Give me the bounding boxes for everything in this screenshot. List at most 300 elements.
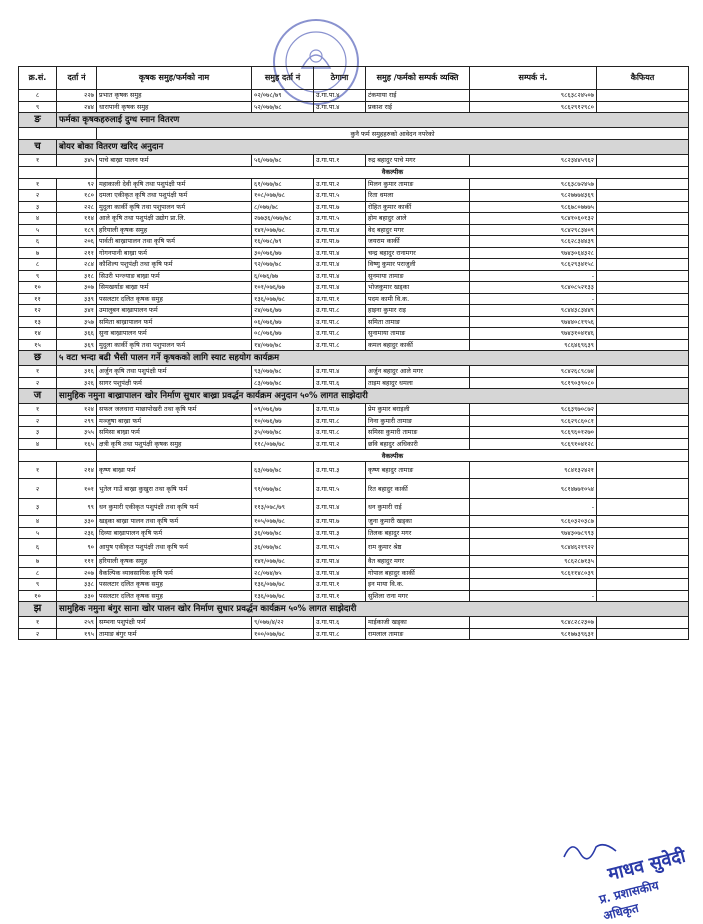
table-row (19, 328, 689, 340)
table-row (19, 556, 689, 568)
table-row (19, 628, 689, 640)
cell-address: उ.गा.पा.८ (314, 316, 366, 328)
cell-remarks (597, 224, 689, 236)
cell-group-reg: १०५/०७७/७८ (252, 516, 314, 528)
farmer-group-table (18, 66, 689, 640)
cell-address: उ.गा.पा.६ (314, 377, 366, 389)
section-letter: झ (19, 602, 57, 617)
cell-group-reg: १४१/०७७/७८ (252, 224, 314, 236)
cell-group-reg: १००/०७७/७८ (252, 628, 314, 640)
cell-remarks (597, 516, 689, 528)
cell-name: मञ्जुषा बाख्रा फर्म (97, 415, 252, 427)
cell-phone: ९८६७८०७७७५ (470, 201, 597, 213)
cell-name: मुदुला कार्की कृषि तथा पशुपालन फर्म (97, 201, 252, 213)
cell-phone: ९७४४०८१९५६ (470, 316, 597, 328)
cell-phone: ९८६११४८०३९ (470, 567, 597, 579)
cell-address: उ.गा.पा.४ (314, 101, 366, 113)
cell-contact-person: रुद्र बहादुर पाचे मगर (366, 155, 470, 167)
cell-address: उ.गा.पा.३ (314, 527, 366, 539)
table-row (19, 201, 689, 213)
cell-contact-person: समिसा कुमारी तामाङ (366, 427, 470, 439)
cell-contact-person: चन्द्र बहादुर रानामगर (366, 247, 470, 259)
cell-name: समिता बाख्रापालन फर्म (97, 316, 252, 328)
cell-reg: ३५७ (57, 316, 97, 328)
table-row (19, 305, 689, 317)
cell-phone: ९८१४७७१०५४ (470, 479, 597, 499)
cell-group-reg: २७७३६/०७७/७८ (252, 213, 314, 225)
cell-group-reg: ३६/०७७/७८ (252, 539, 314, 556)
cell-group-reg: ०२/०७८/७९ (252, 90, 314, 102)
cell-contact-person: विष्णु कुमार पराजुली (366, 259, 470, 271)
table-row (19, 366, 689, 378)
cell-remarks (597, 366, 689, 378)
cell-phone: ९८६२८३४४३९ (470, 236, 597, 248)
cell-phone: ९८४२९८३४०९ (470, 224, 597, 236)
cell-reg: २२७ (57, 90, 97, 102)
col-remarks-header: कैफियत (597, 67, 689, 90)
subheading-row (19, 450, 689, 462)
cell-group-reg: १४१/०७७/७८ (252, 556, 314, 568)
cell-address: उ.गा.पा.४ (314, 224, 366, 236)
cell-phone: - (470, 499, 597, 516)
cell-name: कृष्ण बाख्रा फर्म (97, 462, 252, 479)
cell-group-reg: ०८/०७६/७७ (252, 328, 314, 340)
cell-sn: १ (19, 178, 57, 190)
cell-address: उ.गा.पा.४ (314, 499, 366, 516)
cell-reg: ९९ (57, 499, 97, 516)
cell-reg: १९५ (57, 628, 97, 640)
cell-remarks (597, 247, 689, 259)
cell-name: मुदुला कार्की कृषि तथा पशुपालन फर्म (97, 339, 252, 351)
table-body (19, 90, 689, 640)
cell-reg: ३२६ (57, 377, 97, 389)
cell-sn: १ (19, 617, 57, 629)
cell-remarks (597, 90, 689, 102)
table-row (19, 404, 689, 416)
cell-address: उ.गा.पा.७ (314, 236, 366, 248)
signatory-name: माधव सुवेदी (605, 845, 688, 886)
cell-name: वैकल्पिक व्यावसायिक कृषि फर्म (97, 567, 252, 579)
cell-remarks (597, 270, 689, 282)
cell-reg: २४४ (57, 101, 97, 113)
section-header-row (19, 602, 689, 617)
cell-reg: २११ (57, 247, 97, 259)
cell-name: पसलटार दलित कृषक समुह (97, 590, 252, 602)
cell-group-reg: ९/०७७/४/२२ (252, 617, 314, 629)
cell-contact-person: निना कुमारी तामाङ (366, 415, 470, 427)
table-row (19, 190, 689, 202)
cell-contact-person: गोपाल बहादुर कार्की (366, 567, 470, 579)
cell-address: उ.गा.पा.३ (314, 462, 366, 479)
cell-sn: १३ (19, 316, 57, 328)
section-title: फर्मका कृषकहरुलाई दुग्ध स्नान वितरण (57, 113, 689, 128)
section-title: सामुहिक नमुना बंगुर साना खोर पालन खोर निर्माण सुधार प्रवर्द्धन कार्यक्रम ५०% लागत साझेदारी (57, 602, 689, 617)
cell-sn: ५ (19, 224, 57, 236)
cell-reg: १२४ (57, 404, 97, 416)
cell-name: हरियाली कृषक समुह (97, 556, 252, 568)
cell-group-reg: ३५/०७७/७८ (252, 427, 314, 439)
subheading-row (19, 166, 689, 178)
table-row (19, 178, 689, 190)
cell-remarks (597, 438, 689, 450)
cell-remarks (597, 339, 689, 351)
cell-reg: ११४ (57, 213, 97, 225)
cell-phone: ९८१९०३९०८० (470, 377, 597, 389)
table-row (19, 236, 689, 248)
cell-address: उ.गा.पा.८ (314, 427, 366, 439)
cell-address: उ.गा.पा.७ (314, 404, 366, 416)
cell-reg: ३४५ (57, 155, 97, 167)
signature-block (555, 835, 695, 924)
cell-group-reg: १३६/०७७/७८ (252, 590, 314, 602)
cell-name: दमला एकीकृत कृषि तथा पशुपंक्षी फर्म (97, 190, 252, 202)
cell-remarks (597, 527, 689, 539)
cell-phone (470, 579, 597, 591)
cell-sn: ९ (19, 101, 57, 113)
cell-address: उ.गा.पा.५ (314, 213, 366, 225)
cell-contact-person: जयराम कार्की (366, 236, 470, 248)
section-header-row (19, 389, 689, 404)
cell-address: उ.गा.पा.४ (314, 270, 366, 282)
cell-reg: ३५५ (57, 427, 97, 439)
cell-address: उ.गा.पा.५ (314, 539, 366, 556)
cell-contact-person: माईकाजी खड्का (366, 617, 470, 629)
cell-phone: ९७४३०७८९९३ (470, 527, 597, 539)
cell-phone: ९८६२९१२९८० (470, 101, 597, 113)
cell-sn: ८ (19, 567, 57, 579)
cell-name: कौशिल्य पशुपंक्षी तथा कृषि फर्म (97, 259, 252, 271)
cell-name: तामाङ बंगुर फर्म (97, 628, 252, 640)
cell-reg: २५९ (57, 617, 97, 629)
cell-reg: ९२ (57, 178, 97, 190)
cell-reg: ३०७ (57, 282, 97, 294)
cell-sn: ३ (19, 499, 57, 516)
cell-reg: ३१८ (57, 270, 97, 282)
subheading-blank (19, 450, 97, 462)
cell-group-reg: ३०/०७६/७७ (252, 247, 314, 259)
cell-contact-person: प्रकाश राई (366, 101, 470, 113)
cell-contact-person: अर्जुन बहादुर आले मगर (366, 366, 470, 378)
cell-reg: ३६९ (57, 339, 97, 351)
cell-name: समिसा बाख्रा फर्म (97, 427, 252, 439)
cell-address: उ.गा.पा.७ (314, 201, 366, 213)
cell-phone: ९८६०३२०३८७ (470, 516, 597, 528)
table-row (19, 438, 689, 450)
cell-sn: ३ (19, 201, 57, 213)
cell-remarks (597, 155, 689, 167)
cell-name: सफल जलधारा माछापोखरी तथा कृषि फर्म (97, 404, 252, 416)
cell-phone: - (470, 270, 597, 282)
cell-phone: ९८२७७७४३६९ (470, 190, 597, 202)
cell-group-reg: १४/०७७/७८ (252, 339, 314, 351)
col-sn-header: क्र.सं. (19, 67, 57, 90)
table-row (19, 462, 689, 479)
cell-address: उ.गा.पा.१ (314, 293, 366, 305)
cell-remarks (597, 404, 689, 416)
section-letter: ङ (19, 113, 57, 128)
cell-remarks (597, 415, 689, 427)
cell-contact-person: सुनामाया तामाङ (366, 328, 470, 340)
cell-address: उ.गा.पा.४ (314, 247, 366, 259)
cell-name: भुतेल गाउँ बाख्रा कुखुरा तथा कृषि फर्म (97, 479, 252, 499)
cell-name: पाचे बाख्रा पालन फर्म (97, 155, 252, 167)
cell-sn: १५ (19, 339, 57, 351)
cell-name: धन कुमारी एकीकृत पशुपंक्षी तथा कृषि फर्म (97, 499, 252, 516)
cell-sn: ४ (19, 213, 57, 225)
cell-group-reg: २४/०७६/७७ (252, 305, 314, 317)
cell-contact-person: रित बहादुर कार्की (366, 479, 470, 499)
cell-contact-person: वेद बहादुर मगर (366, 224, 470, 236)
cell-remarks (597, 462, 689, 479)
table-row (19, 247, 689, 259)
farmer-group-table-sheet (18, 66, 688, 640)
cell-remarks (597, 556, 689, 568)
cell-phone: ९८४०८५२१३३ (470, 282, 597, 294)
cell-group-reg: ६/०७६/७७ (252, 270, 314, 282)
cell-name: उमालुबन बाख्रापालन फर्म (97, 305, 252, 317)
cell-reg: ३३० (57, 590, 97, 602)
cell-reg: ९० (57, 539, 97, 556)
cell-sn: १४ (19, 328, 57, 340)
cell-address: उ.गा.पा.४ (314, 282, 366, 294)
cell-phone: ९८६३९७०८७२ (470, 404, 597, 416)
cell-contact-person: रामलाल तामाङ (366, 628, 470, 640)
cell-name: सुना बाख्रापालन फर्म (97, 328, 252, 340)
table-row (19, 579, 689, 591)
cell-remarks (597, 316, 689, 328)
cell-name: हरियाली कृषक समुह (97, 224, 252, 236)
cell-remarks (597, 628, 689, 640)
cell-contact-person: हाइना कुमार राइ (366, 305, 470, 317)
cell-phone: ९८४१३२४२१ (470, 462, 597, 479)
cell-reg: १८० (57, 190, 97, 202)
cell-remarks (597, 377, 689, 389)
cell-contact-person: कृष्ण बहादुर तामाङ (366, 462, 470, 479)
cell-name: सागर पशुपंक्षी फर्म (97, 377, 252, 389)
cell-phone: - (470, 293, 597, 305)
cell-contact-person: भोजकुमार खड्का (366, 282, 470, 294)
cell-reg: १११ (57, 556, 97, 568)
cell-reg: ३३० (57, 516, 97, 528)
table-row (19, 590, 689, 602)
cell-phone: ९८६३८७२४५७ (470, 178, 597, 190)
cell-group-reg: ९२/०७७/७८ (252, 259, 314, 271)
cell-address: उ.गा.पा.४ (314, 90, 366, 102)
cell-group-reg: १०८/०७७/७८ (252, 190, 314, 202)
cell-remarks (597, 305, 689, 317)
cell-contact-person: समिता तामाङ (366, 316, 470, 328)
cell-address: उ.गा.पा.८ (314, 328, 366, 340)
cell-phone: ९८६२८७१३५ (470, 556, 597, 568)
cell-address: उ.गा.पा.२ (314, 438, 366, 450)
col-name-header: कृषक समुह/फर्मको नाम (97, 67, 252, 90)
cell-remarks (597, 539, 689, 556)
col-reg-header: दर्ता नं (57, 67, 97, 90)
cell-reg: २०७ (57, 567, 97, 579)
table-row (19, 415, 689, 427)
table-row (19, 617, 689, 629)
cell-phone: ९८४२६८९८७४ (470, 366, 597, 378)
table-row (19, 213, 689, 225)
cell-sn: १ (19, 462, 57, 479)
cell-phone: ९८४४३८३४४९ (470, 305, 597, 317)
cell-sn: ८ (19, 259, 57, 271)
table-row (19, 567, 689, 579)
cell-phone: ९८२३४४५९६२ (470, 155, 597, 167)
section-note: कुनै फर्म समुहहरुको आवेदन नपरेको (97, 128, 689, 140)
cell-phone: ९८६३८२४५०७ (470, 90, 597, 102)
table-row (19, 293, 689, 305)
cell-remarks (597, 259, 689, 271)
table-row (19, 499, 689, 516)
cell-address: उ.गा.पा.७ (314, 516, 366, 528)
cell-group-reg: ६३/०७७/७८ (252, 462, 314, 479)
cell-sn: ८ (19, 90, 57, 102)
table-row (19, 259, 689, 271)
cell-reg: ३१६ (57, 366, 97, 378)
cell-reg: २३६ (57, 527, 97, 539)
cell-name: दिव्या बाख्रापालन कृषि फर्म (97, 527, 252, 539)
cell-group-reg: ६१/०७७/७८ (252, 178, 314, 190)
table-row (19, 339, 689, 351)
cell-phone: ९८६९१०४१२८ (470, 438, 597, 450)
cell-reg: १०१ (57, 479, 97, 499)
cell-reg: ३३८ (57, 579, 97, 591)
cell-phone: ९८६२९८६०८१ (470, 415, 597, 427)
cell-phone: - (470, 590, 597, 602)
cell-sn: ७ (19, 247, 57, 259)
cell-sn: १ (19, 366, 57, 378)
cell-sn: ४ (19, 516, 57, 528)
cell-remarks (597, 427, 689, 439)
cell-sn: १० (19, 590, 57, 602)
cell-remarks (597, 567, 689, 579)
cell-sn: २ (19, 479, 57, 499)
cell-contact-person: टंकमाया राई (366, 90, 470, 102)
cell-contact-person: कमल बहादुर कार्की (366, 339, 470, 351)
section-title: ५ वटा भन्दा बढी भैसी पालन गर्ने कृषकको लागि स्याट सहयोग कार्यक्रम (57, 351, 689, 366)
cell-reg: २९९ (57, 415, 97, 427)
cell-group-reg: १०१/०७६/७७ (252, 282, 314, 294)
cell-remarks (597, 213, 689, 225)
cell-name: महाकाली देवी कृषि तथा पशुपंक्षी फर्म (97, 178, 252, 190)
col-contact-person-header: समुह /फर्मको सम्पर्क व्यक्ति (366, 67, 470, 90)
cell-sn: १ (19, 155, 57, 167)
table-row (19, 479, 689, 499)
cell-sn: २ (19, 628, 57, 640)
cell-contact-person: प्रेम कुमार बराइली (366, 404, 470, 416)
section-letter: च (19, 140, 57, 155)
cell-name: आयुष एकीकृत पशुपंक्षी तथा कृषि फर्म (97, 539, 252, 556)
cell-group-reg: १३६/०७७/७८ (252, 293, 314, 305)
cell-contact-person: सुनमाया तामाङ (366, 270, 470, 282)
section-header-row (19, 140, 689, 155)
cell-sn: ४ (19, 438, 57, 450)
cell-group-reg: १०/०७६/७७ (252, 415, 314, 427)
cell-sn: २ (19, 377, 57, 389)
cell-address: उ.गा.पा.१ (314, 590, 366, 602)
cell-contact-person: सुशिला राना मगर (366, 590, 470, 602)
cell-sn: २ (19, 415, 57, 427)
cell-sn: ११ (19, 293, 57, 305)
cell-remarks (597, 590, 689, 602)
cell-reg: २१४ (57, 462, 97, 479)
cell-remarks (597, 101, 689, 113)
col-address-header: ठेगाना (314, 67, 366, 90)
table-header-row (19, 67, 689, 90)
cell-remarks (597, 201, 689, 213)
table-row (19, 224, 689, 236)
cell-name: क्षत्री कृषि तथा पशुपंक्षी कृषक समुह (97, 438, 252, 450)
cell-remarks (597, 579, 689, 591)
cell-sn: १२ (19, 305, 57, 317)
cell-remarks (597, 178, 689, 190)
cell-sn: ६ (19, 236, 57, 248)
cell-phone: ९८६२९३४१५८ (470, 259, 597, 271)
table-row (19, 90, 689, 102)
cell-group-reg: १६/०७८/७९ (252, 236, 314, 248)
cell-sn: १० (19, 282, 57, 294)
table-row (19, 316, 689, 328)
cell-group-reg: ८३/०७७/७८ (252, 377, 314, 389)
cell-address: उ.गा.पा.५ (314, 190, 366, 202)
section-letter: ज (19, 389, 57, 404)
cell-name: अर्जुन कृषि तथा पशुपंक्षी फर्म (97, 366, 252, 378)
section-title: सामुहिक नमुना बाख्रापालन खोर निर्माण सुधार बाख्रा प्रवर्द्धन कार्यक्रम अनुदान ५०% लागत साझेदारी (57, 389, 689, 404)
cell-name: धारापानी कृषक समुह (97, 101, 252, 113)
cell-phone: ९७४३१०४१४६ (470, 328, 597, 340)
cell-name: गोगनपानी बाख्रा फर्म (97, 247, 252, 259)
cell-name: पसलटार दलित कृषक समुह (97, 579, 252, 591)
cell-address: उ.गा.पा.१ (314, 155, 366, 167)
signatory-title: प्र. प्रशासकीय अधिकृत (597, 878, 661, 924)
cell-group-reg: ०९/०७६/७७ (252, 404, 314, 416)
cell-phone: ९७४३०६४३२८ (470, 247, 597, 259)
cell-address: उ.गा.पा.२ (314, 178, 366, 190)
subheading-blank (19, 166, 97, 178)
cell-sn: ३ (19, 427, 57, 439)
cell-group-reg: ९१/०७७/७८ (252, 479, 314, 499)
cell-contact-person: पदम कामी वि.क. (366, 293, 470, 305)
cell-address: उ.गा.पा.४ (314, 259, 366, 271)
cell-phone: ९८४४६२१९२२ (470, 539, 597, 556)
cell-name: खड्का बाख्रा पालन तथा कृषि फर्म (97, 516, 252, 528)
cell-contact-person: रिता धमला (366, 190, 470, 202)
cell-sn: ९ (19, 270, 57, 282)
cell-phone: ९८४८२८२३०७ (470, 617, 597, 629)
table-row (19, 377, 689, 389)
cell-reg: १६५ (57, 438, 97, 450)
cell-contact-person: राम कुमार श्रेष्ठ (366, 539, 470, 556)
cell-address: उ.गा.पा.६ (314, 617, 366, 629)
table-row (19, 101, 689, 113)
table-row (19, 282, 689, 294)
cell-sn: ९ (19, 579, 57, 591)
cell-sn: ६ (19, 539, 57, 556)
cell-remarks (597, 190, 689, 202)
cell-contact-person: धन कुमारी राई (366, 499, 470, 516)
cell-address: उ.गा.पा.८ (314, 305, 366, 317)
cell-contact-person: रोहित कुमार कार्की (366, 201, 470, 213)
section-letter: छ (19, 351, 57, 366)
cell-name: प्रभात कृषक समुह (97, 90, 252, 102)
cell-group-reg: १३६/०७७/७८ (252, 579, 314, 591)
table-row (19, 516, 689, 528)
cell-reg: २२८ (57, 201, 97, 213)
cell-sn: १ (19, 404, 57, 416)
cell-name: आले कृषि तथा पशुपंक्षी उद्योग प्रा.लि. (97, 213, 252, 225)
subheading-label: वैकल्पीक (97, 450, 689, 462)
